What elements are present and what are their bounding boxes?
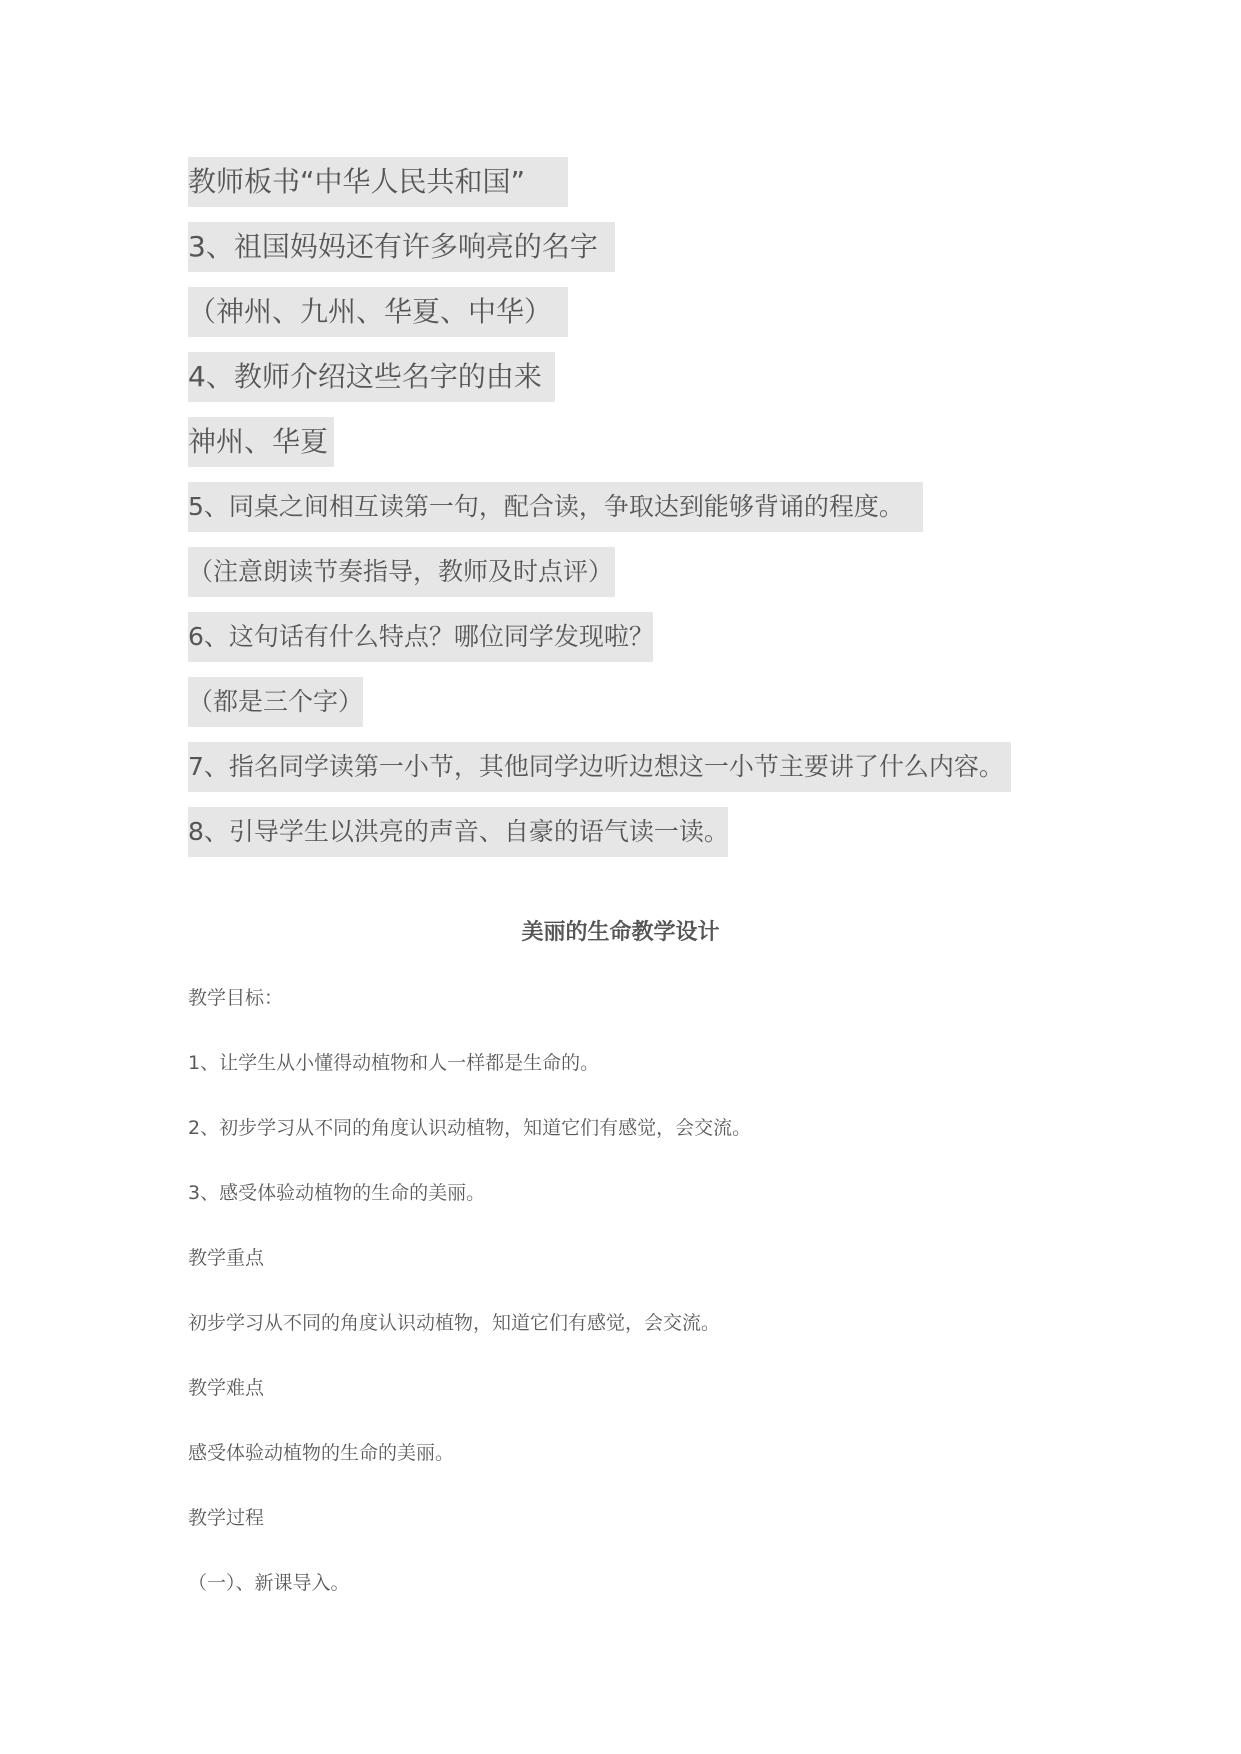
highlighted-line: 3、祖国妈妈还有许多响亮的名字 [188, 222, 615, 272]
highlighted-line: （神州、九州、华夏、中华） [188, 287, 568, 337]
paragraph: 教学重点 [188, 1247, 265, 1269]
paragraph: 初步学习从不同的角度认识动植物，知道它们有感觉，会交流。 [188, 1312, 721, 1334]
paragraph: 教学目标： [188, 987, 284, 1009]
highlighted-line: 6、这句话有什么特点？哪位同学发现啦？ [188, 612, 653, 662]
highlighted-line: （都是三个字） [188, 677, 363, 727]
highlighted-line: 8、引导学生以洪亮的声音、自豪的语气读一读。 [188, 807, 728, 857]
paragraph: （一）、新课导入。 [188, 1572, 350, 1594]
highlighted-line: 5、同桌之间相互读第一句，配合读，争取达到能够背诵的程度。 [188, 482, 923, 532]
paragraph: 1、让学生从小懂得动植物和人一样都是生命的。 [188, 1052, 600, 1074]
highlighted-line: 教师板书“中华人民共和国” [188, 157, 568, 207]
paragraph: 感受体验动植物的生命的美丽。 [188, 1442, 455, 1464]
section-title: 美丽的生命教学设计 [521, 920, 720, 945]
highlighted-line: 7、指名同学读第一小节，其他同学边听边想这一小节主要讲了什么内容。 [188, 742, 1011, 792]
paragraph: 3、感受体验动植物的生命的美丽。 [188, 1182, 486, 1204]
highlighted-line: 神州、华夏 [188, 417, 334, 467]
paragraph: 教学过程 [188, 1507, 265, 1529]
highlighted-line: （注意朗读节奏指导，教师及时点评） [188, 547, 615, 597]
paragraph: 2、初步学习从不同的角度认识动植物，知道它们有感觉，会交流。 [188, 1117, 752, 1139]
highlighted-line: 4、教师介绍这些名字的由来 [188, 352, 555, 402]
paragraph: 教学难点 [188, 1377, 265, 1399]
